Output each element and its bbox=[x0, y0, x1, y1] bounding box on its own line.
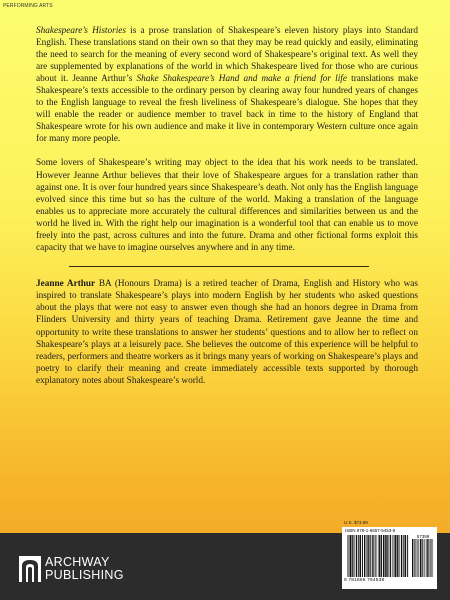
book-title: Shakespeare’s Histories bbox=[36, 26, 126, 36]
divider-rule bbox=[69, 266, 369, 268]
ean-barcode bbox=[347, 535, 409, 577]
author-name: Jeanne Arthur bbox=[36, 279, 96, 290]
author-bio-text: BA (Honours Drama) is a retired teacher of Drama, English and History who was inspired to translate Shakespeare’s plays into modern English by her students who asked questions about the plays that were not easy to answer even though she had an honors degree in Drama from Flinders University and thirty years of teaching Drama. Retirement gave Jeanne the time and opportunity to write these translations to answer her students’ questions and to allow her to reflect on Shakespeare’s plays at a leisurely pace. She believes the outcome of this experience will be helpful to readers, performers and theatre workers as it brings many years of working on Shakespeare’s plays and poetry to clarify their meaning and create immediately accessible texts supported by thorough explanatory notes about Shakespeare’s world. bbox=[36, 279, 418, 386]
series-title: Shake Shakespeare’s Hand and make a friend for life bbox=[136, 74, 347, 85]
back-cover-text bbox=[36, 25, 418, 399]
isbn-text: ISBN 978-1-6657-5453-8 bbox=[345, 528, 396, 533]
barcode-block bbox=[342, 527, 437, 589]
category-label: PERFORMING ARTS bbox=[3, 3, 53, 9]
addon-barcode bbox=[412, 539, 434, 577]
archway-mark-icon bbox=[19, 556, 41, 582]
description-text-b: translations make Shakespeare’s texts accessible to the ordinary person by clearing away four hundred years of changes to the English language to reveal the fresh liveliness of Shakespeare’s dialogue. She hopes that they will enable the reader or audience member to travel back in time to the history of England that Shakespeare wrote for his own audience and make it live in contemporary Western culture once again for many more people. bbox=[36, 74, 418, 145]
publisher-name bbox=[45, 556, 124, 582]
publisher-name-line2: PUBLISHING bbox=[45, 568, 124, 582]
publisher-logo bbox=[19, 556, 149, 582]
price-addon-number: 57399 bbox=[416, 534, 430, 539]
ean-number: 9 781665 754538 bbox=[344, 578, 385, 583]
publisher-name-line1: ARCHWAY bbox=[45, 555, 110, 569]
price-label: U.S. $73.99 bbox=[344, 520, 368, 525]
description-text-a: is a prose translation of Shakespeare’s eleven history plays into Standard English. These translations stand on their own so that they may be read quickly and easily, eliminating the need to search for the meaning of every second word of Shakespeare’s original text. As well they are supplemented by explanations of the world in which Shakespeare lived for those who are curious about it. Jeanne Arthur’s bbox=[36, 26, 419, 85]
description-paragraph-2: Some lovers of Shakespeare’s writing may object to the idea that his work needs to be translated. However Jeanne Arthur believes that their love of Shakespeare argues for a translation rather than against one. It is over four hundred years since Shakespeare’s death. Not only has the English language evolved since this time but so has the culture of the world. Making a translation of the language enables us to appreciate more accurately the cultural differences and similarities between us and the world he lived in. With the right help our imagination is a wonderful tool that can enable us to move freely into the past, across cultures and into the future. Drama and other fictional forms exploit this capacity that we have to imagine ourselves anywhere and in any time. bbox=[36, 158, 418, 253]
author-bio bbox=[36, 278, 418, 386]
description-paragraph-1 bbox=[36, 25, 418, 145]
